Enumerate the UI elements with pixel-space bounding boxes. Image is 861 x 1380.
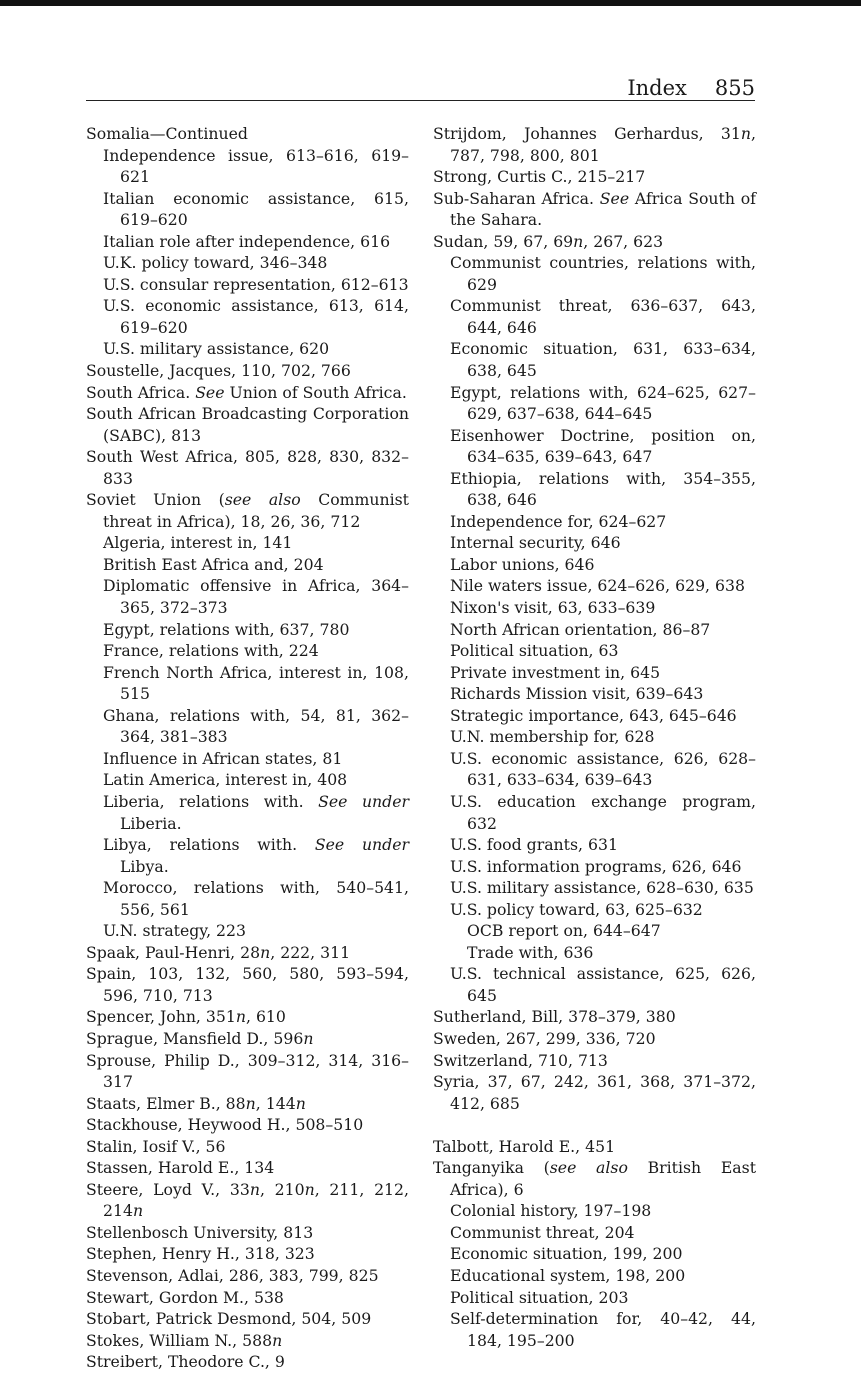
- index-column-left: [86, 123, 409, 1373]
- index-subentry: Private investment in, 645: [450, 662, 661, 682]
- index-subentry: U.N. membership for, 628: [450, 727, 655, 747]
- section-gap: [433, 1114, 756, 1136]
- index-subentry: Morocco, relations with, 540–541, 556, 561: [103, 878, 409, 919]
- index-entry: South Africa. See Union of South Africa.: [86, 382, 407, 402]
- index-entry: Soustelle, Jacques, 110, 702, 766: [86, 361, 351, 381]
- index-entry: Sudan, 59, 67, 69n, 267, 623: [433, 231, 664, 251]
- index-entry: Stevenson, Adlai, 286, 383, 799, 825: [86, 1265, 379, 1285]
- index-entry: Streibert, Theodore C., 9: [86, 1352, 285, 1372]
- index-subentry: Economic situation, 631, 633–634, 638, 645: [450, 339, 756, 381]
- index-subentry: OCB report on, 644–647: [467, 921, 661, 941]
- index-subentry: Political situation, 63: [450, 641, 619, 661]
- index-entry: Stewart, Gordon M., 538: [86, 1287, 284, 1307]
- index-entry: Switzerland, 710, 713: [433, 1050, 608, 1070]
- index-subentry: U.S. consular representation, 612–613: [103, 274, 409, 294]
- index-entry: Stephen, Henry H., 318, 323: [86, 1244, 315, 1264]
- index-entry: Strong, Curtis C., 215–217: [433, 167, 646, 187]
- index-subentry: Egypt, relations with, 624–625, 627–629, 637–638, 644–645: [450, 382, 756, 424]
- index-subentry: U.S. information programs, 626, 646: [450, 856, 742, 876]
- header-title: Index: [627, 76, 687, 100]
- index-subentry: British East Africa and, 204: [103, 554, 324, 574]
- page-number: 855: [714, 76, 755, 100]
- index-entry: Sprouse, Philip D., 309–312, 314, 316–317: [86, 1050, 409, 1092]
- index-entry: Somalia—Continued: [86, 124, 248, 143]
- index-entry: Sub-Saharan Africa. See Africa South of the Sahara.: [433, 188, 756, 230]
- index-entry: South West Africa, 805, 828, 830, 832–833: [86, 447, 409, 488]
- index-entry: Sutherland, Bill, 378–379, 380: [433, 1007, 676, 1027]
- index-subentry: Communist threat, 636–637, 643, 644, 646: [450, 296, 756, 337]
- index-entry: Spain, 103, 132, 560, 580, 593–594, 596, 710, 713: [86, 964, 409, 1005]
- index-subentry: U.S. economic assistance, 626, 628–631, 633–634, 639–643: [450, 748, 756, 790]
- index-entry: Steere, Loyd V., 33n, 210n, 211, 212, 214n: [86, 1179, 410, 1221]
- index-subentry: Self-determination for, 40–42, 44, 184, 195–200: [450, 1309, 756, 1350]
- index-subentry: Independence for, 624–627: [450, 511, 667, 531]
- index-subentry: Ethiopia, relations with, 354–355, 638, 646: [450, 468, 756, 510]
- index-subentry: Nile waters issue, 624–626, 629, 638: [450, 576, 745, 596]
- index-entry: Syria, 37, 67, 242, 361, 368, 371–372, 412, 685: [433, 1072, 756, 1113]
- index-subentry: U.S. technical assistance, 625, 626, 645: [450, 964, 756, 1005]
- index-entry: Staats, Elmer B., 88n, 144n: [86, 1093, 306, 1113]
- index-subentry: Strategic importance, 643, 645–646: [450, 705, 737, 725]
- index-entry: Spaak, Paul-Henri, 28n, 222, 311: [86, 942, 351, 962]
- index-entry: Spencer, John, 351n, 610: [86, 1007, 286, 1027]
- index-subentry: Ghana, relations with, 54, 81, 362–364, 381–383: [103, 705, 409, 747]
- index-subentry: U.N. strategy, 223: [103, 921, 246, 941]
- index-subentry: France, relations with, 224: [103, 641, 319, 661]
- index-subentry: North African orientation, 86–87: [450, 619, 711, 639]
- index-entry: Talbott, Harold E., 451: [433, 1136, 616, 1156]
- index-subentry: Educational system, 198, 200: [450, 1265, 686, 1285]
- index-subentry: Communist threat, 204: [450, 1222, 635, 1242]
- index-subentry: Political situation, 203: [450, 1287, 629, 1307]
- index-subentry: Internal security, 646: [450, 533, 621, 553]
- index-subentry: U.K. policy toward, 346–348: [103, 253, 328, 273]
- index-entry: Soviet Union (see also Communist threat in Africa), 18, 26, 36, 712: [86, 490, 409, 531]
- index-subentry: Algeria, interest in, 141: [103, 533, 293, 553]
- index-subentry: Libya, relations with. See under Libya.: [103, 835, 409, 876]
- index-subentry: Nixon's visit, 63, 633–639: [450, 598, 656, 618]
- index-entry: Strijdom, Johannes Gerhardus, 31n, 787, 798, 800, 801: [433, 124, 756, 165]
- top-edge-bar: [0, 0, 861, 6]
- index-subentry: Influence in African states, 81: [103, 748, 343, 768]
- index-subentry: Economic situation, 199, 200: [450, 1244, 683, 1264]
- index-subentry: U.S. economic assistance, 613, 614, 619–620: [103, 296, 409, 337]
- index-subentry: Eisenhower Doctrine, position on, 634–635, 639–643, 647: [450, 425, 756, 467]
- index-entry: Tanganyika (see also British East Africa), 6: [433, 1158, 756, 1199]
- page-header: [86, 76, 755, 101]
- index-subentry: Diplomatic offensive in Africa, 364–365, 372–373: [103, 576, 409, 618]
- index-subentry: French North Africa, interest in, 108, 515: [103, 662, 409, 704]
- index-subentry: Liberia, relations with. See under Liberia.: [103, 791, 409, 833]
- index-subentry: Labor unions, 646: [450, 554, 595, 574]
- index-entry: Sprague, Mansfield D., 596n: [86, 1028, 314, 1048]
- index-subentry: Latin America, interest in, 408: [103, 770, 348, 790]
- index-subentry: Italian economic assistance, 615, 619–620: [103, 188, 409, 230]
- index-entry: Stokes, William N., 588n: [86, 1330, 283, 1350]
- index-subentry: U.S. military assistance, 628–630, 635: [450, 878, 754, 898]
- index-subentry: Independence issue, 613–616, 619–621: [103, 145, 409, 187]
- index-subentry: U.S. education exchange program, 632: [450, 791, 756, 833]
- index-subentry: Richards Mission visit, 639–643: [450, 684, 704, 704]
- index-entry: Stalin, Iosif V., 56: [86, 1136, 226, 1156]
- index-subentry: U.S. military assistance, 620: [103, 339, 330, 359]
- index-entry: Stackhouse, Heywood H., 508–510: [86, 1115, 364, 1135]
- index-subentry: Colonial history, 197–198: [450, 1201, 652, 1221]
- index-entry: South African Broadcasting Corporation (SABC), 813: [86, 404, 409, 445]
- index-subentry: Italian role after independence, 616: [103, 231, 391, 251]
- index-subentry: Trade with, 636: [467, 942, 594, 962]
- index-subentry: U.S. food grants, 631: [450, 835, 618, 855]
- index-entry: Stellenbosch University, 813: [86, 1222, 314, 1242]
- index-column-right: [433, 123, 756, 1351]
- index-entry: Stobart, Patrick Desmond, 504, 509: [86, 1309, 372, 1329]
- index-subentry: Communist countries, relations with, 629: [450, 253, 756, 294]
- index-subentry: Egypt, relations with, 637, 780: [103, 619, 350, 639]
- index-entry: Sweden, 267, 299, 336, 720: [433, 1028, 656, 1048]
- index-subentry: U.S. policy toward, 63, 625–632: [450, 899, 703, 919]
- index-entry: Stassen, Harold E., 134: [86, 1158, 275, 1178]
